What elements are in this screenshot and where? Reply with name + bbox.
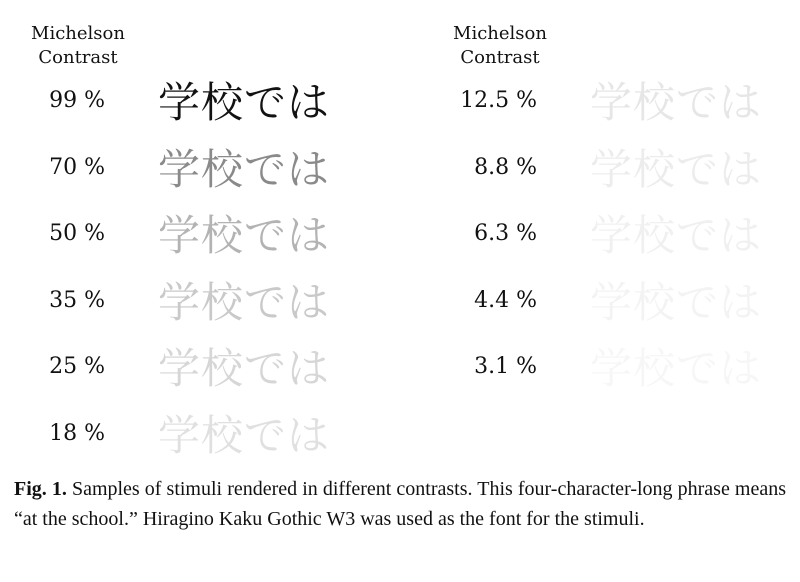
stimulus-sample: 学校では [590, 144, 763, 194]
right-column-header [440, 22, 560, 70]
stimulus-sample: 学校では [158, 344, 331, 393]
stimulus-sample: 学校では [158, 277, 331, 327]
contrast-label: 50 % [49, 221, 105, 246]
contrast-label: 3.1 % [474, 354, 537, 379]
contrast-label: 4.4 % [474, 287, 537, 313]
caption-text: Samples of stimuli rendered in different contrasts. This four-character-long phrase means “at the school.” Hiragino Kaku Gothic W3 was used as the font for the stimuli. [14, 478, 786, 530]
contrast-label: 70 % [49, 154, 105, 180]
header-line-contrast: Contrast [460, 47, 540, 68]
contrast-label: 8.8 % [474, 154, 537, 180]
left-column-header [18, 22, 138, 70]
stimulus-sample: 学校では [590, 277, 763, 327]
contrast-label: 35 % [49, 287, 105, 313]
stimulus-sample: 学校では [590, 211, 763, 260]
stimulus-sample: 学校では [590, 78, 763, 127]
stimulus-sample: 学校では [158, 211, 331, 260]
contrast-label: 12.5 % [460, 88, 537, 113]
stimulus-sample: 学校では [158, 78, 331, 127]
contrast-label: 6.3 % [474, 221, 537, 246]
contrast-label: 18 % [49, 420, 105, 446]
stimulus-sample: 学校では [590, 344, 763, 393]
header-line-michelson: Michelson [31, 23, 125, 44]
stimulus-sample: 学校では [158, 410, 331, 460]
stimulus-sample: 学校では [158, 144, 331, 194]
contrast-label: 99 % [49, 88, 105, 113]
header-line-contrast: Contrast [38, 47, 118, 68]
figure-caption [14, 474, 786, 534]
contrast-label: 25 % [49, 354, 105, 379]
figure-label: Fig. 1. [14, 478, 67, 500]
header-line-michelson: Michelson [453, 23, 547, 44]
